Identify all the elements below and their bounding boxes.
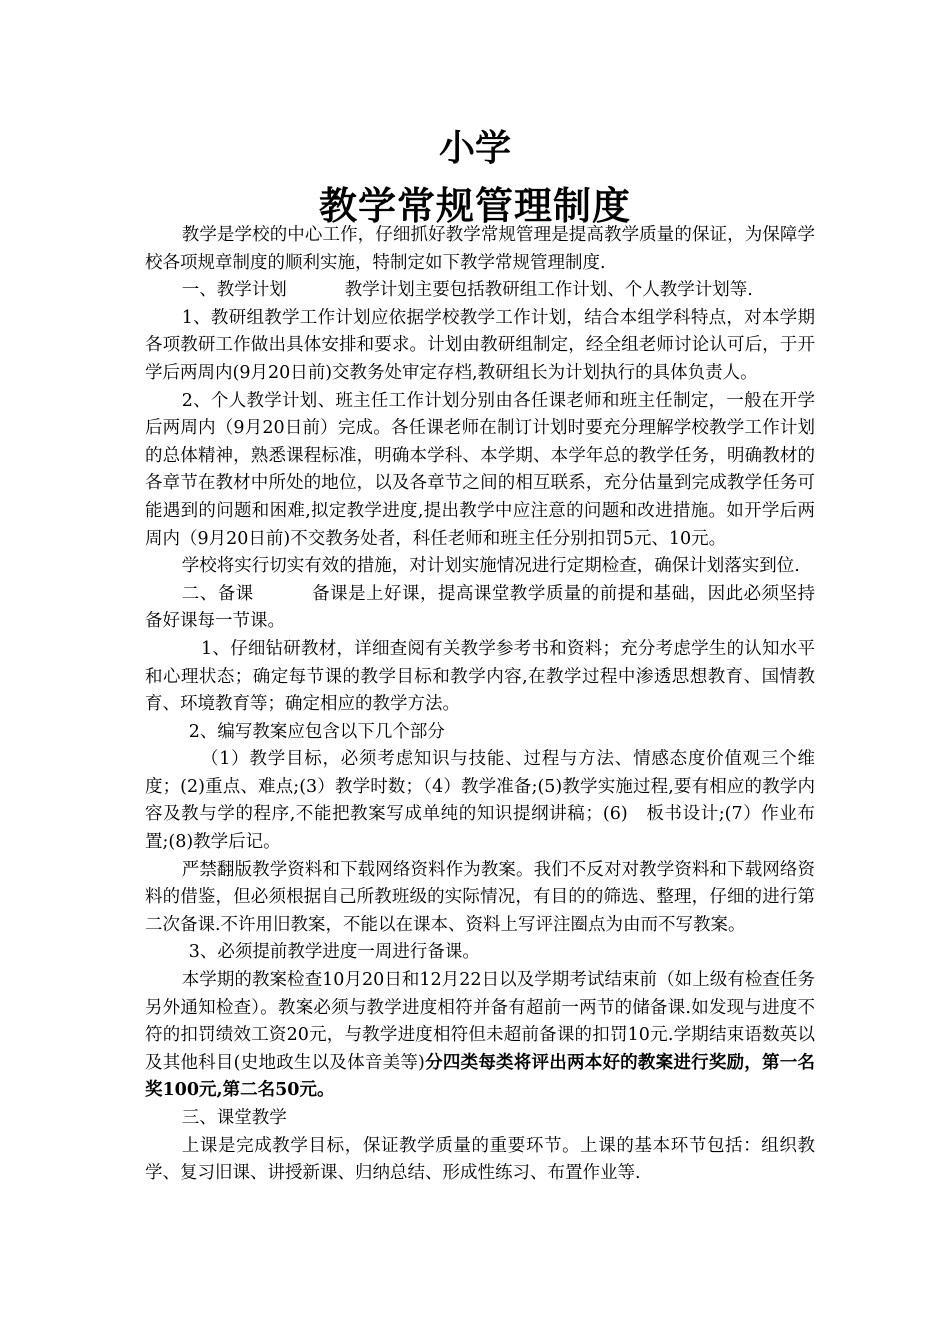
doc-body (145, 222, 815, 1188)
section2-item6 (145, 967, 815, 1105)
section1-item2: 2、个人教学计划、班主任工作计划分别由各任课老师和班主任制定，一般在开学后两周内（9月20日前）完成。各任课老师在制订计划时要充分理解学校教学工作计划的总体精神，熟悉课程标准，明确本学科、本学期、本学年总的教学任务，明确教材的各章节在教材中所处的地位，以及各章节之间的相互联系，充分估量到完成教学任务可能遇到的问题和困难,拟定教学进度,提出教学中应注意的问题和改进措施。如开学后两周内（9月20日前)不交教务处者，科任老师和班主任分别扣罚5元、10元。 (145, 390, 815, 549)
section1-paragraph (145, 277, 815, 305)
section2-item2: 2、编写教案应包含以下几个部分 (188, 721, 445, 742)
section2-item5: 3、必须提前教学进度一周进行备课。 (188, 942, 480, 963)
section2-item3: （1）教学目标，必须考虑知识与技能、过程与方法、情感态度价值观三个维度；(2)重点、难点;(3）教学时数；（4）教学准备;(5)教学实施过程,要有相应的教学内容及教与学的程序,不能把教案写成单纯的知识提纲讲稿；(6) 板书设计;(7）作业布置;(8)教学后记。 (145, 749, 815, 853)
section1-heading: 一、教学计划 (181, 280, 287, 301)
section3-heading: 三、课堂教学 (181, 1108, 287, 1128)
section1-item1: 1、教研组教学工作计划应依据学校教学工作计划，结合本组学科特点，对本学期各项教研工作做出具体安排和要求。计划由教研组制定，经全组老师讨论认可后，于开学后两周内(9月20日前)交教务处审定存档,教研组长为计划执行的具体负责人。 (145, 307, 815, 383)
section2-item6-text: 本学期的教案检查10月20日和12月22日以及学期考试结束前（如上级有检查任务另外通知检查）。教案必须与教学进度相符并备有超前一两节的储备课.如发现与进度不符的扣罚绩效工资20元，与教学进度相符但未超前备课的扣罚10元.学期结束语数英以及其他科目(史地政生以及体音美等) (145, 970, 815, 1073)
section2-heading: 二、备课 (181, 583, 254, 604)
section2-item6-bold: 分四类每类将评出两本好的教案进行奖励，第一名奖100元,第二名50元。 (145, 1052, 816, 1101)
doc-title-line2: 教学常规管理制度 (318, 184, 631, 228)
section2-paragraph (145, 581, 815, 636)
section1-lead: 教学计划主要包括教研组工作计划、个人教学计划等. (344, 280, 753, 301)
section2-item1: 1、仔细钻研教材，详细查阅有关教学参考书和资料；充分考虑学生的认知水平和心理状态；确定每节课的教学目标和教学内容,在教学过程中渗透思想教育、国情教育、环境教育等；确定相应的教学方法。 (145, 638, 815, 715)
doc-title-line1: 小学 (438, 128, 511, 169)
section2-lead: 备课是上好课，提高课堂教学质量的前提和基础，因此必须坚持备好课每一节课。 (145, 583, 815, 632)
section1-item3: 学校将实行切实有效的措施，对计划实施情况进行定期检查，确保计划落实到位. (181, 556, 800, 577)
section3-item1: 上课是完成教学目标，保证教学质量的重要环节。上课的基本环节包括：组织教学、复习旧课、讲授新课、归纳总结、形成性练习、布置作业等. (145, 1135, 815, 1184)
section2-item4: 严禁翻版教学资料和下载网络资料作为教案。我们不反对对教学资料和下载网络资料的借鉴，但必须根据自己所教班级的实际情况，有目的的筛选、整理，仔细的进行第二次备课.不许用旧教案，不能以在课本、资料上写评注圈点为由而不写教案。 (145, 859, 815, 935)
intro-paragraph: 教学是学校的中心工作，仔细抓好教学常规管理是提高教学质量的保证，为保障学校各项规章制度的顺利实施，特制定如下教学常规管理制度. (145, 225, 815, 273)
